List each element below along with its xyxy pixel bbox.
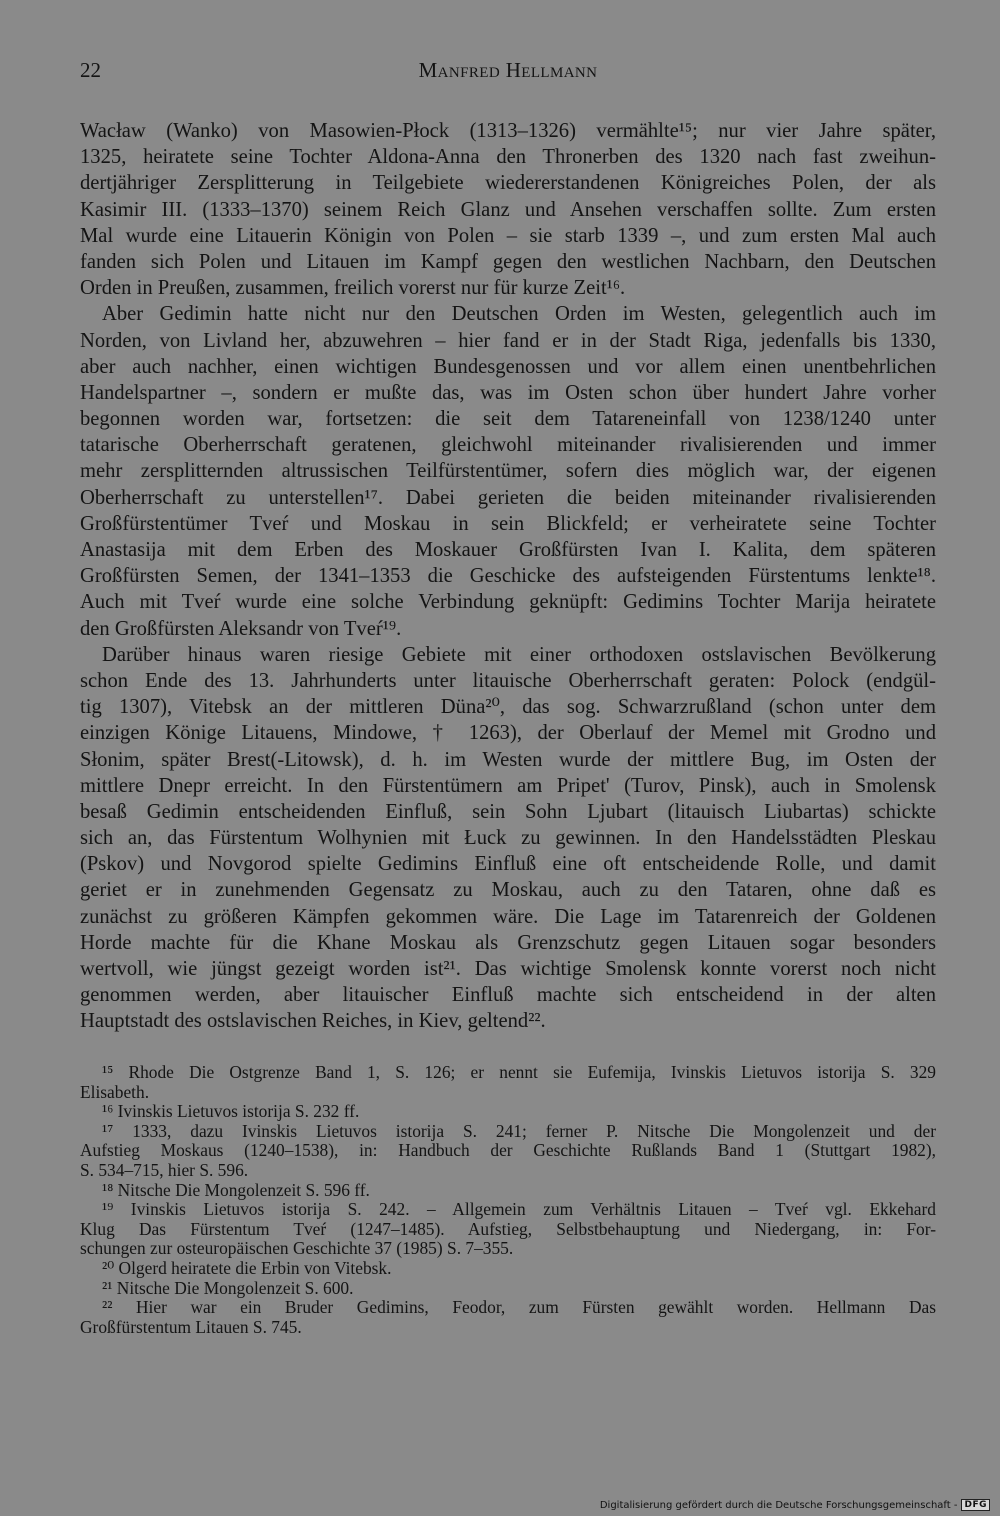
footnote-line: Klug Das Fürstentum Tveŕ (1247–1485). Aufstieg, Selbstbehauptung und Niedergang, in: For- [80, 1218, 936, 1239]
body-line: Kasimir III. (1333–1370) seinem Reich Glanz und Ansehen verschaffen sollte. Zum ersten [80, 198, 936, 221]
body-line: wertvoll, wie jüngst gezeigt worden ist²¹. Das wichtige Smolensk konnte vorerst noch nicht [80, 958, 936, 980]
body-line: Oberherrschaft zu unterstellen¹⁷. Dabei gerieten die beiden miteinander rivalisierenden [80, 486, 936, 509]
page-header [80, 58, 936, 90]
footnote-line: ¹⁵ Rhode Die Ostgrenze Band 1, S. 126; er nennt sie Eufemija, Ivinskis Lietuvos istorija S. 329 [102, 1062, 936, 1082]
body-line: tig 1307), Vitebsk an der mittleren Düna²⁰, das sog. Schwarzrußland (schon unter dem [80, 696, 936, 719]
body-line: Orden in Preußen, zusammen, freilich vorerst nur für kurze Zeit¹⁶. [80, 277, 626, 300]
footnotes [80, 1063, 936, 1337]
body-line: Norden, von Livland her, abzuwehren – hier fand er in der Stadt Riga, jedenfalls bis 1330, [80, 329, 936, 352]
body-line: den Großfürsten Aleksandr von Tveŕ¹⁹. [80, 617, 402, 640]
body-line: Horde machte für die Khane Moskau als Grenzschutz gegen Litauen sogar besonders [80, 931, 936, 954]
footnote-line: schungen zur osteuropäischen Geschichte 37 (1985) S. 7–355. [80, 1238, 514, 1259]
body-line: Auch mit Tveŕ wurde eine solche Verbindung geknüpft: Gedimins Tochter Marija heiratete [80, 591, 936, 614]
body-line: sich an, das Fürstentum Wolhynien mit Łuck zu gewinnen. In den Handelsstädten Pleskau [80, 827, 936, 850]
body-line: Mal wurde eine Litauerin Königin von Polen – sie starb 1339 –, und zum ersten Mal auch [80, 224, 936, 247]
footnote-line: ²¹ Nitsche Die Mongolenzeit S. 600. [102, 1277, 354, 1298]
body-line: zunächst zu größeren Kämpfen gekommen wäre. Die Lage im Tatarenreich der Goldenen [80, 905, 936, 928]
body-line: geriet er in zunehmenden Gegensatz zu Moskau, auch zu den Tataren, ohne daß es [80, 879, 936, 902]
body-line: Hauptstadt des ostslavischen Reiches, in Kiev, geltend²². [80, 1010, 546, 1033]
body-line: Wacław (Wanko) von Masowien-Płock (1313–1326) vermählte¹⁵; nur vier Jahre später, [80, 120, 936, 142]
body-line: Handelspartner –, sondern er mußte das, was im Osten schon über hundert Jahre vorher [80, 381, 936, 404]
body-line: mittlere Dnepr erreicht. In den Fürstentümern am Pripet' (Turov, Pinsk), auch in Smolensk [80, 774, 936, 797]
body-line: Darüber hinaus waren riesige Gebiete mit einer orthodoxen ostslavischen Bevölkerung [102, 643, 936, 666]
footnote-line: ²² Hier war ein Bruder Gedimins, Feodor, zum Fürsten gewählt worden. Hellmann Das [102, 1297, 936, 1318]
footnote-line: Großfürstentum Litauen S. 745. [80, 1316, 302, 1337]
body-line: Großfürstentümer Tveŕ und Moskau in sein Blickfeld; er verheiratete seine Tochter [80, 512, 936, 535]
running-title: Manfred Hellmann [418, 58, 598, 82]
body-line: tatarische Oberherrschaft geratenen, gleichwohl miteinander rivalisierenden und immer [80, 434, 936, 457]
dfg-logo: DFG [961, 1499, 990, 1511]
footnote-line: S. 534–715, hier S. 596. [80, 1159, 249, 1180]
digitization-credit [600, 1499, 990, 1511]
body-line: Anastasija mit dem Erben des Moskauer Großfürsten Ivan I. Kalita, dem späteren [80, 539, 936, 561]
page-number: 22 [80, 58, 101, 82]
footnote-line: ¹⁸ Nitsche Die Mongolenzeit S. 596 ff. [102, 1179, 370, 1200]
body-line: (Pskov) und Novgorod spielte Gedimins Einfluß eine oft entscheidende Rolle, und damit [80, 853, 936, 876]
footnote-line: ²⁰ Olgerd heiratete die Erbin von Vitebsk. [102, 1257, 392, 1278]
body-line: Słonim, später Brest(-Litowsk), d. h. im Westen wurde der mittlere Bug, im Osten der [80, 748, 936, 771]
body-line: begonnen worden war, fortsetzen: die seit dem Tatareneinfall von 1238/1240 unter [80, 408, 936, 431]
body-line: besaß Gedimin entscheidenden Einfluß, sein Sohn Ljubart (litauisch Liubartas) schickte [80, 800, 936, 823]
body-line: Großfürsten Semen, der 1341–1353 die Geschicke des aufsteigenden Fürstentums lenkte¹⁸. [80, 565, 936, 588]
body-line: aber auch nachher, einen wichtigen Bundesgenossen und vor allem einen unentbehrlichen [80, 355, 936, 378]
footnote-line: Aufstieg Moskaus (1240–1538), in: Handbuch der Geschichte Rußlands Band 1 (Stuttgart 1982), [80, 1140, 936, 1161]
body-line: 1325, heiratete seine Tochter Aldona-Anna den Thronerben des 1320 nach fast zweihun- [80, 146, 936, 169]
footnote-line: ¹⁶ Ivinskis Lietuvos istorija S. 232 ff. [102, 1101, 360, 1122]
credit-text: Digitalisierung gefördert durch die Deutsche Forschungsgemeinschaft - [599, 1499, 958, 1511]
footnote-line: ¹⁹ Ivinskis Lietuvos istorija S. 242. – Allgemein zum Verhältnis Litauen – Tveŕ vgl. Ekkehard [102, 1199, 936, 1220]
body-line: genommen werden, aber litauischer Einfluß machte sich entscheidend in der alten [80, 984, 936, 1007]
footnote-line: Elisabeth. [80, 1081, 150, 1102]
body-line: schon Ende des 13. Jahrhunderts unter litauische Oberherrschaft geraten: Polock (endgül- [80, 669, 936, 692]
body-line: Aber Gedimin hatte nicht nur den Deutschen Orden im Westen, gelegentlich auch im [102, 303, 936, 326]
body-line: einzigen Könige Litauens, Mindowe, † 1263), der Oberlauf der Memel mit Grodno und [80, 722, 936, 745]
body-text [80, 118, 936, 1035]
body-line: dertjähriger Zersplitterung in Teilgebiete wiedererstandenen Königreiches Polen, der als [80, 172, 936, 195]
body-line: fanden sich Polen und Litauen im Kampf gegen den westlichen Nachbarn, den Deutschen [80, 250, 936, 273]
footnote-line: ¹⁷ 1333, dazu Ivinskis Lietuvos istorija S. 241; ferner P. Nitsche Die Mongolenzeit und der [102, 1120, 936, 1141]
body-line: mehr zersplitternden altrussischen Teilfürstentümer, sofern dies möglich war, der eigenen [80, 460, 936, 483]
